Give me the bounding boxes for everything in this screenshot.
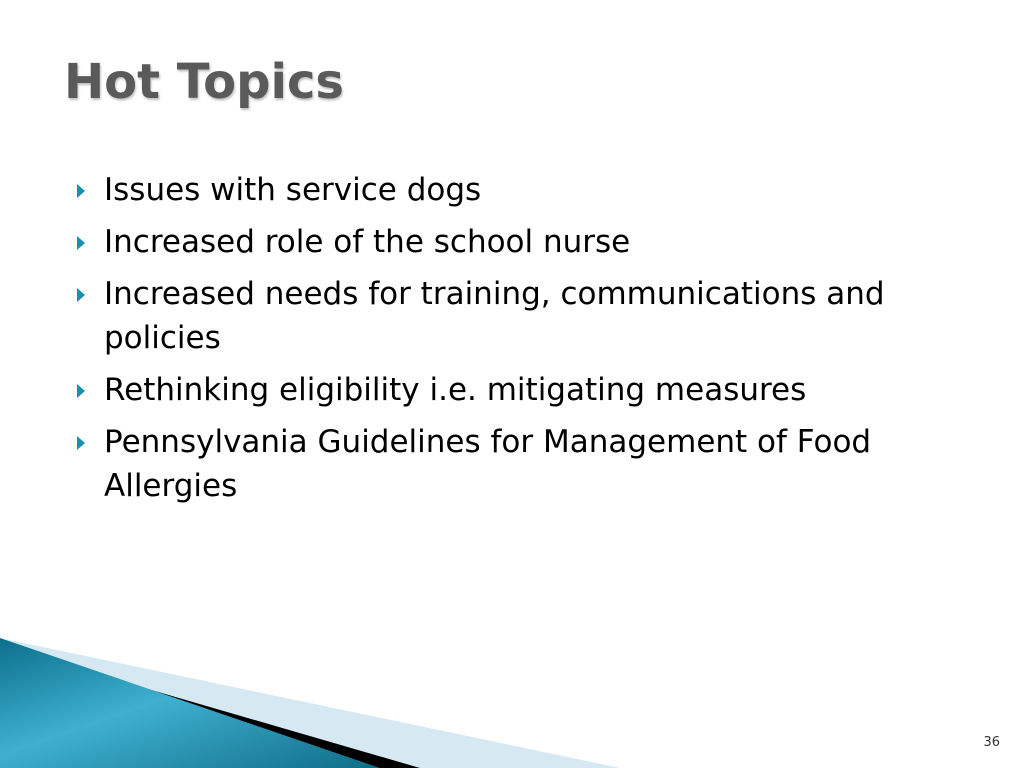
bullet-list [74,168,974,516]
bullet-text: Pennsylvania Guidelines for Management of Food Allergies [104,424,872,504]
list-item [74,168,974,212]
bullet-text: Increased needs for training, communications and policies [104,276,885,356]
triangle-right-icon [77,288,85,302]
bullet-text: Increased role of the school nurse [104,224,631,260]
decorative-corner-band [0,638,620,768]
list-item [74,420,974,508]
list-item [74,220,974,264]
triangle-right-icon [77,236,85,250]
triangle-right-icon [77,436,85,450]
bullet-text: Issues with service dogs [104,172,482,208]
teal-band [0,638,380,768]
triangle-right-icon [77,384,85,398]
bullet-text: Rethinking eligibility i.e. mitigating measures [104,372,807,408]
page-number: 36 [983,735,1000,750]
list-item [74,272,974,360]
list-item [74,368,974,412]
triangle-right-icon [77,184,85,198]
slide-title: Hot Topics [64,54,344,110]
